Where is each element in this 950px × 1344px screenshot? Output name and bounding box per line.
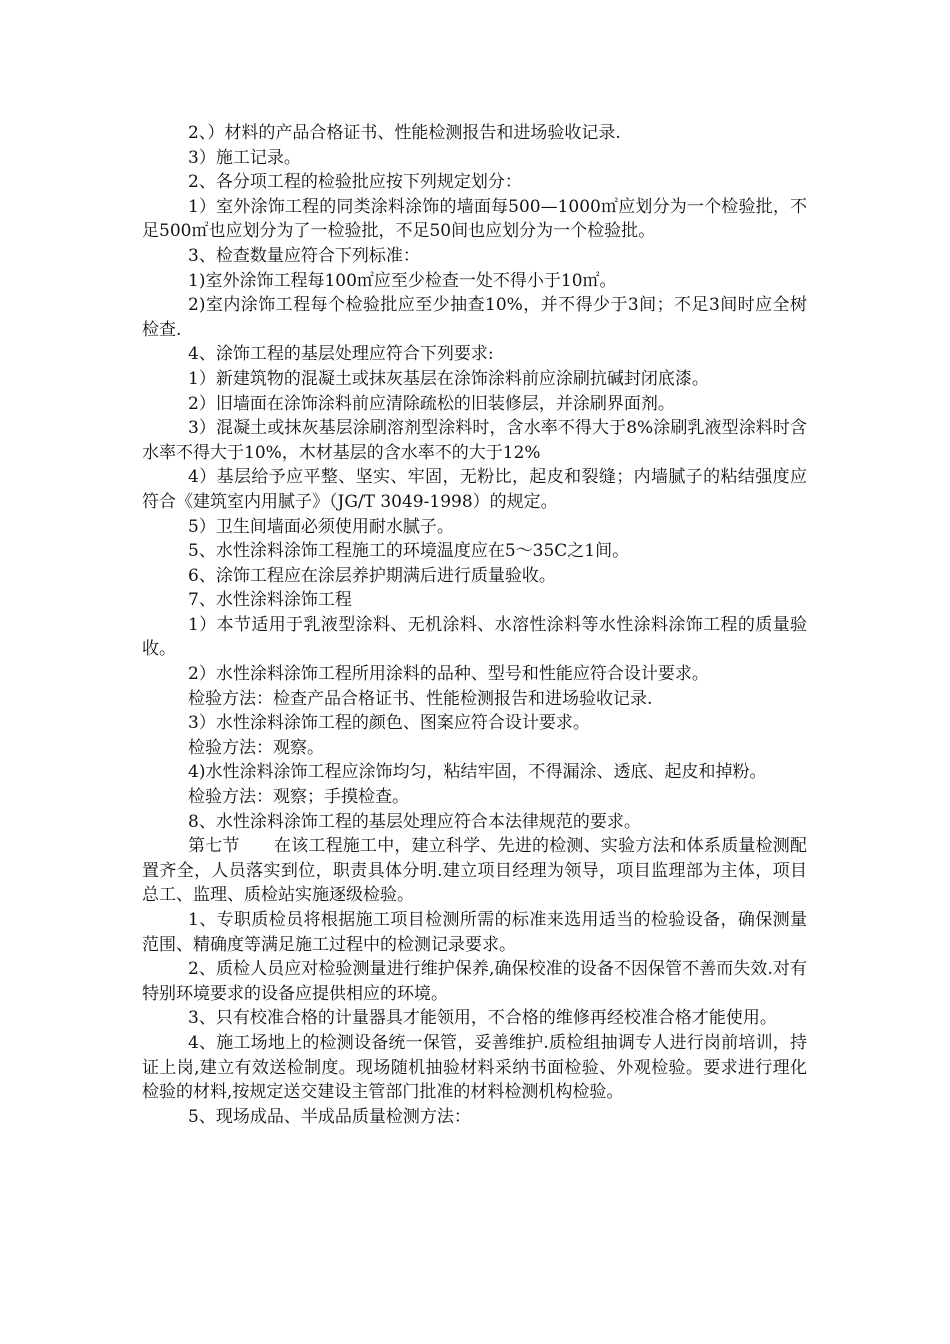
paragraph: 2、各分项工程的检验批应按下列规定划分：: [188, 172, 522, 193]
document-body: [142, 121, 807, 1129]
paragraph: 3）混凝土或抹灰基层涂刷溶剂型涂料时，含水率不得大于8%涂刷乳液型涂料时含水率不得大于10%，木材基层的含水率不的大于12%: [142, 418, 807, 463]
paragraph: 检验方法：观察；手摸检查。: [188, 787, 409, 808]
paragraph: 2)室内涂饰工程每个检验批应至少抽查10%，并不得少于3间；不足3间时应全树检查.: [142, 295, 807, 340]
paragraph: 5、现场成品、半成品质量检测方法：: [188, 1106, 471, 1127]
paragraph: 5）卫生间墙面必须使用耐水腻子。: [188, 516, 454, 537]
paragraph: 6、涂饰工程应在涂层养护期满后进行质量验收。: [188, 565, 556, 586]
paragraph: 3、检查数量应符合下列标准：: [188, 245, 420, 266]
paragraph: 2、质检人员应对检验测量进行维护保养,确保校准的设备不因保管不善而失效.对有特别环境要求的设备应提供相应的环境。: [142, 959, 807, 1004]
paragraph: 1)室外涂饰工程每100㎡应至少检查一处不得小于10㎡。: [188, 270, 617, 291]
paragraph: 3）施工记录。: [188, 147, 301, 168]
paragraph: 2、）材料的产品合格证书、性能检测报告和进场验收记录.: [188, 123, 621, 143]
paragraph: 7、水性涂料涂饰工程: [188, 590, 352, 611]
paragraph: 检验方法：观察。: [188, 737, 324, 758]
paragraph: 4)水性涂料涂饰工程应涂饰均匀，粘结牢固，不得漏涂、透底、起皮和掉粉。: [188, 762, 767, 783]
paragraph: 2）水性涂料涂饰工程所用涂料的品种、型号和性能应符合设计要求。: [188, 664, 709, 685]
paragraph: 4、施工场地上的检测设备统一保管，妥善维护.质检组抽调专人进行岗前培训，持证上岗,建立有效送检制度。现场随机抽验材料采纳书面检验、外观检验。要求进行理化检验的材料,按规定送交建设主管部门批准的材料检测机构检验。: [142, 1032, 807, 1103]
paragraph: 1、专职质检员将根据施工项目检测所需的标准来选用适当的检验设备，确保测量范围、精确度等满足施工过程中的检测记录要求。: [142, 910, 807, 955]
paragraph: 8、水性涂料涂饰工程的基层处理应符合本法律规范的要求。: [188, 811, 641, 832]
paragraph: 5、水性涂料涂饰工程施工的环境温度应在5～35C之1间。: [188, 541, 630, 562]
paragraph: 检验方法：检查产品合格证书、性能检测报告和进场验收记录.: [188, 688, 653, 709]
paragraph: 4、涂饰工程的基层处理应符合下列要求:: [188, 344, 494, 365]
paragraph: 4）基层给予应平整、坚实、牢固，无粉比，起皮和裂缝；内墙腻子的粘结强度应符合《建筑室内用腻子》（JG/T 3049-1998）的规定。: [142, 467, 807, 512]
paragraph: 1）本节适用于乳液型涂料、无机涂料、水溶性涂料等水性涂料涂饰工程的质量验收。: [142, 614, 807, 660]
paragraph: 3）水性涂料涂饰工程的颜色、图案应符合设计要求。: [188, 713, 590, 734]
paragraph: 第七节 在该工程施工中，建立科学、先进的检测、实验方法和体系质量检测配置齐全，人员落实到位，职责具体分明.建立项目经理为领导，项目监理部为主体，项目总工、监理、质检站实施逐级检验。: [142, 836, 807, 906]
paragraph: 3、只有校准合格的计量器具才能领用，不合格的维修再经校准合格才能使用。: [188, 1008, 777, 1029]
paragraph: 2）旧墙面在涂饰涂料前应清除疏松的旧装修层，并涂刷界面剂。: [188, 393, 675, 414]
paragraph: 1）新建筑物的混凝土或抹灰基层在涂饰涂料前应涂刷抗碱封闭底漆。: [188, 368, 709, 389]
paragraph: 1）室外涂饰工程的同类涂料涂饰的墙面每500—1000㎡应划分为一个检验批，不足500㎡也应划分为了一检验批，不足50间也应划分为一个检验批。: [142, 196, 807, 242]
